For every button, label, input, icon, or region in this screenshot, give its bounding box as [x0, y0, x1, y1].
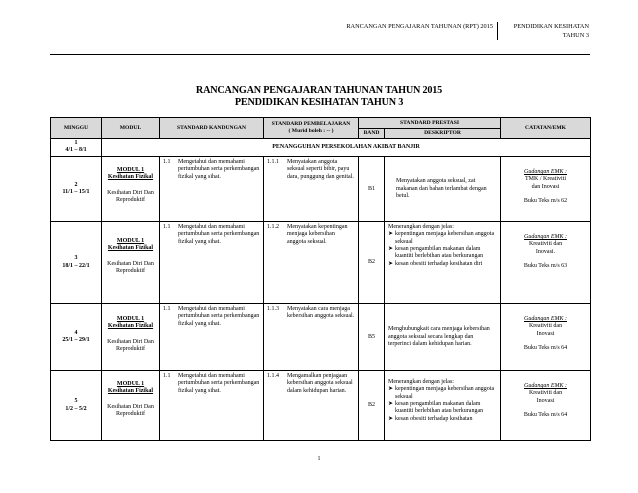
week-number: 1: [74, 140, 78, 146]
descriptor-cell: [385, 371, 501, 441]
week-number: 2: [74, 181, 78, 188]
sp-cell: [264, 157, 359, 222]
emk-heading: Gudangan EMK :: [524, 315, 568, 322]
subject-line-2: TAHUN 3: [562, 32, 589, 39]
emk-line: TMK / Kreativiti: [525, 176, 567, 183]
week-cell: [51, 138, 102, 157]
catatan-cell: [501, 304, 591, 371]
document-header-subject: [497, 22, 589, 40]
sk-cell: [160, 304, 264, 371]
week-cell: [51, 222, 102, 304]
sk-number: 1.1: [163, 305, 171, 312]
week-number: 4: [74, 329, 78, 336]
buku-teks: Buku Teks m/s 64: [523, 412, 568, 419]
sp-text: Menyatakan cara menjaga kebersihan anggota seksual.: [287, 305, 355, 320]
arrow-bullet-icon: ➤: [388, 386, 394, 393]
table-row: [51, 222, 591, 304]
arrow-bullet-icon: ➤: [388, 246, 394, 253]
orientation-note: PENANGGUHAN PERSEKOLAHAN AKIBAT BANJIR: [102, 138, 591, 157]
emk-heading: Gudangan EMK :: [524, 382, 568, 389]
sp-number: 1.1.3: [267, 305, 279, 312]
sp-header-label: STANDARD PEMBELAJARAN: [271, 121, 351, 128]
descriptor-bullet: kesan pengambilan makanan dalam kuantiti berlebihan atau berkurangan: [395, 401, 484, 415]
modul-cell: [102, 304, 160, 371]
week-dates: 11/1 – 15/1: [62, 189, 90, 196]
band-cell: B2: [359, 371, 385, 441]
modul-subtitle: Kesihatan Fizikal: [107, 245, 154, 252]
modul-title: MODUL 1: [116, 380, 145, 387]
sp-number: 1.1.1: [267, 158, 279, 165]
week-dates: 4/1 – 8/1: [65, 147, 87, 154]
modul-cell: [102, 222, 160, 304]
col-minggu: MINGGU: [51, 118, 102, 139]
modul-subtitle: Kesihatan Fizikal: [107, 323, 154, 330]
week-dates: 18/1 – 22/1: [62, 262, 90, 269]
col-standard-pembelajaran: [264, 118, 359, 139]
modul-area: Kesihatan Diri Dan Reproduktif: [107, 403, 154, 418]
sp-text: Menyatakan anggota seksual seperti bibir, payu dara, punggung dan genital.: [287, 158, 354, 180]
sp-header-sub: ( Murid boleh : -- ): [288, 127, 334, 134]
sk-text: Mengetahui dan memahami pertumbuhan serta perkembangan fizikal yang sihat.: [178, 372, 260, 394]
sp-number: 1.1.2: [267, 223, 279, 230]
col-band: BAND: [359, 129, 385, 139]
table-row-orientation: [51, 138, 591, 157]
sp-text: Mengamalkan penjagaan kebersihan anggota seksual dalam kehidupan harian.: [287, 372, 353, 394]
descriptor-intro: Menerangkan dengan jelas:: [388, 378, 454, 385]
table-row: [51, 304, 591, 371]
col-modul: MODUL: [102, 118, 160, 139]
descriptor-bullet: kesan pengambilan makanan dalam kuantiti berlebihan atau berkurangan: [395, 246, 484, 260]
descriptor-bullet: kesan obesiti terhadap kesihatan diri: [395, 260, 483, 267]
sk-cell: [160, 371, 264, 441]
band-cell: B2: [359, 222, 385, 304]
modul-area: Kesihatan Diri Dan Reproduktif: [107, 338, 154, 353]
emk-line: Kreativiti dan: [528, 323, 563, 330]
header-divider: [50, 54, 590, 55]
modul-subtitle: Kesihatan Fizikal: [107, 174, 154, 181]
week-cell: [51, 304, 102, 371]
band-cell: B5: [359, 304, 385, 371]
subject-line-1: PENDIDIKAN KESIHATAN: [513, 23, 589, 30]
sp-cell: [264, 222, 359, 304]
descriptor-cell: [385, 304, 501, 371]
descriptor-bullet: kepentingan menjaga kebersihan anggota seksual: [395, 231, 495, 245]
emk-line: Inovasi: [536, 330, 555, 337]
table-row: [51, 157, 591, 222]
week-dates: 1/2 – 5/2: [65, 405, 87, 412]
rpt-table: [50, 117, 591, 441]
buku-teks: Buku Teks m/s 63: [523, 263, 568, 270]
modul-area: Kesihatan Diri Dan Reproduktif: [107, 260, 154, 275]
sk-number: 1.1: [163, 223, 171, 230]
sp-cell: [264, 371, 359, 441]
modul-subtitle: Kesihatan Fizikal: [107, 388, 154, 395]
table-row: [51, 371, 591, 441]
emk-line: Inovasi: [536, 397, 555, 404]
page-subtitle: PENDIDIKAN KESIHATAN TAHUN 3: [234, 97, 404, 108]
modul-title: MODUL 1: [116, 237, 145, 244]
emk-heading: Gudangan EMK :: [524, 168, 568, 175]
descriptor-bullet: kesan obesiti terhadap kesihatan: [395, 415, 473, 422]
sk-number: 1.1: [163, 158, 171, 165]
week-number: 3: [74, 255, 78, 262]
col-standard-prestasi: STANDARD PRESTASI: [359, 118, 501, 129]
modul-title: MODUL 1: [116, 166, 145, 173]
sp-text: Menyatakan kepentingan menjaga kebersihan anggota seksual.: [287, 223, 348, 245]
band-cell: B1: [359, 157, 385, 222]
descriptor-text: Menyatakan anggota seksual, zat makanan dan bahan terlambat dengan betul.: [396, 178, 487, 200]
col-standard-kandungan: STANDARD KANDUNGAN: [160, 118, 264, 139]
catatan-cell: [501, 157, 591, 222]
emk-line: dan Inovasi: [531, 183, 560, 190]
descriptor-text: Menghubungkait cara menjaga kebersihan anggota seksual secara lengkap dan terperinci dalam kehidupan harian.: [388, 326, 490, 348]
sk-text: Mengetahui dan memahami pertumbuhan serta perkembangan fizikal yang sihat.: [178, 223, 260, 245]
week-dates: 25/1 – 29/1: [62, 337, 90, 344]
catatan-cell: [501, 222, 591, 304]
arrow-bullet-icon: ➤: [388, 415, 394, 422]
week-number: 5: [74, 398, 78, 405]
catatan-cell: [501, 371, 591, 441]
modul-cell: [102, 371, 160, 441]
col-deskriptor: DESKRIPTOR: [385, 129, 501, 139]
week-cell: [51, 157, 102, 222]
sk-cell: [160, 157, 264, 222]
document-header-title: RANCANGAN PENGAJARAN TAHUNAN (RPT) 2015: [346, 23, 493, 30]
emk-line: Inovasi.: [535, 248, 556, 255]
sk-number: 1.1: [163, 372, 171, 379]
arrow-bullet-icon: ➤: [388, 401, 394, 408]
descriptor-intro: Menerangkan dengan jelas:: [388, 223, 454, 230]
modul-area: Kesihatan Diri Dan Reproduktif: [107, 189, 154, 204]
page-number: 1: [317, 456, 321, 462]
descriptor-bullet: kepentingan menjaga kebersihan anggota seksual: [395, 386, 495, 400]
emk-line: Kreativiti dan: [528, 241, 563, 248]
sk-text: Mengetahui dan memahami pertumbuhan serta perkembangan fizikal yang sihat.: [178, 158, 260, 180]
emk-line: Kreativiti dan: [528, 390, 563, 397]
arrow-bullet-icon: ➤: [388, 231, 394, 238]
sp-cell: [264, 304, 359, 371]
sp-number: 1.1.4: [267, 372, 279, 379]
buku-teks: Buku Teks m/s 62: [523, 198, 568, 205]
sk-text: Mengetahui dan memahami pertumbuhan serta perkembangan fizikal yang sihat.: [178, 305, 260, 327]
arrow-bullet-icon: ➤: [388, 260, 394, 267]
descriptor-cell: [385, 222, 501, 304]
page-title: RANCANGAN PENGAJARAN TAHUNAN TAHUN 2015: [195, 85, 443, 96]
col-catatan: CATATAN/EMK: [501, 118, 591, 139]
descriptor-cell: [385, 157, 501, 222]
modul-title: MODUL 1: [116, 315, 145, 322]
buku-teks: Buku Teks m/s 64: [523, 345, 568, 352]
week-cell: [51, 371, 102, 441]
modul-cell: [102, 157, 160, 222]
emk-heading: Gudangan EMK :: [524, 233, 568, 240]
sk-cell: [160, 222, 264, 304]
